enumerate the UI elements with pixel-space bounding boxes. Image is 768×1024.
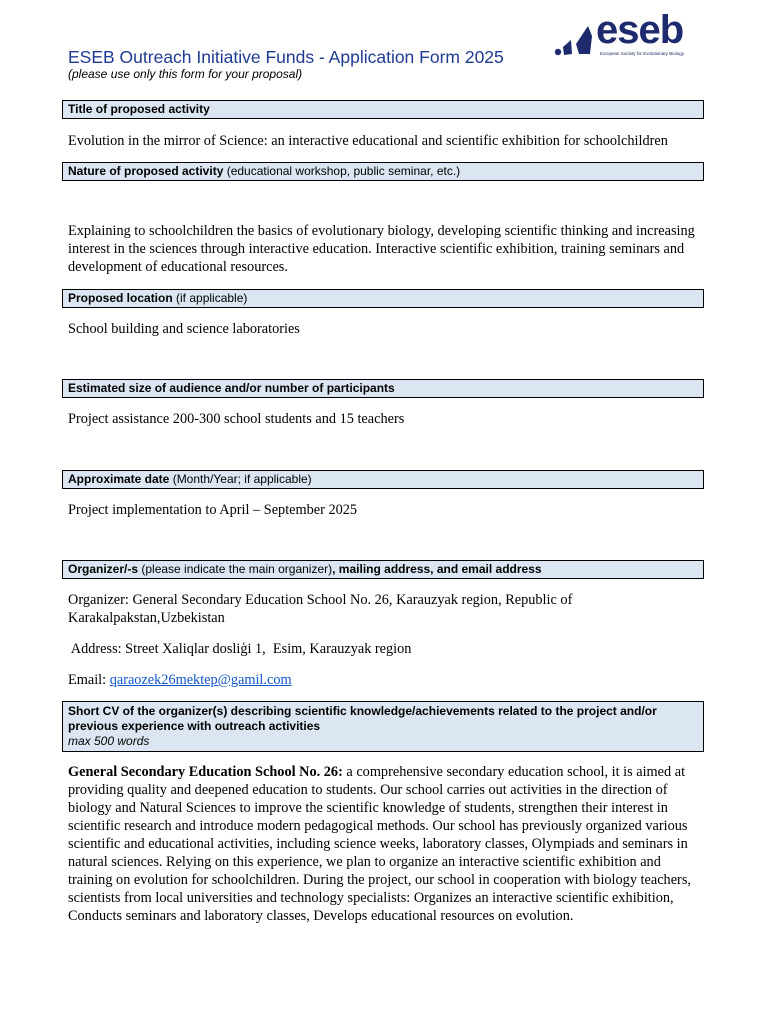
form-title: ESEB Outreach Initiative Funds - Application Form 2025 (68, 47, 504, 67)
section-header-title (62, 100, 704, 119)
section-label: Approximate date (68, 472, 170, 486)
audience-value: Project assistance 200-300 school students and 15 teachers (68, 411, 405, 427)
form-subtitle: (please use only this form for your proposal) (68, 67, 303, 81)
section-label-continued: , mailing address, and email address (332, 562, 542, 576)
section-header-audience (62, 379, 704, 398)
address-value: Address: Street Xaliqlar dosliģi 1, Esim, Karauzyak region (68, 641, 412, 657)
eseb-logo-mark-icon (552, 14, 600, 60)
activity-title-value: Evolution in the mirror of Science: an interactive educational and scientific exhibition for schoolchildren (68, 133, 668, 149)
logo-subtext: European Society for Evolutionary Biology (600, 51, 685, 56)
email-link[interactable]: qaraozek26mektep@gamil.com (109, 672, 292, 688)
nature-value: Explaining to schoolchildren the basics of evolutionary biology, developing scientific thinking and increasing interest in the sciences through interactive education. Interactive scientific exhibition, training seminars and development of educational resources. (68, 223, 695, 275)
cv-text: a comprehensive secondary education school, it is aimed at providing quality and deepened education to students. Our school carries out activities in the direction of biology and Natural Sciences to improve the scientific knowledge of students, strengthen their interest in scientific research and introduce modern pedagogical methods. Our school has previously organized various scientific and educational activities, including science weeks, laboratory classes, Olympiads and seminars in natural sciences. Relying on this experience, we plan to organize an interactive scientific exhibition and training on evolution for schoolchildren. During the project, our school in cooperation with biology teachers, scientists from local universities and technology specialists: Organizes an interactive scientific exhibition, Conducts seminars and laboratory classes, Develops educational resources on evolution. (68, 764, 691, 924)
section-hint: max 500 words (68, 734, 150, 748)
section-label: Short CV of the organizer(s) describing scientific knowledge/achievements related to the project and/or previous experience with outreach activities (68, 704, 657, 733)
section-hint: (if applicable) (172, 291, 248, 305)
eseb-logo (552, 8, 702, 60)
date-value: Project implementation to April – September 2025 (68, 502, 358, 518)
email-prefix: Email: (68, 672, 110, 688)
section-label: Nature of proposed activity (68, 164, 224, 178)
section-label: Estimated size of audience and/or number of participants (68, 381, 395, 395)
section-hint: (Month/Year; if applicable) (169, 472, 312, 486)
organizer-value: Organizer: General Secondary Education School No. 26, Karauzyak region, Republic of Karakalpakstan,Uzbekistan (68, 592, 573, 626)
section-label: Title of proposed activity (68, 102, 210, 116)
section-hint: (educational workshop, public seminar, etc.) (223, 164, 461, 178)
section-header-cv (62, 701, 704, 752)
cv-value (68, 763, 704, 925)
section-label: Proposed location (68, 291, 173, 305)
logo-wordmark: eseb (596, 8, 684, 52)
section-header-organizer (62, 560, 704, 579)
section-label: Organizer/-s (68, 562, 139, 576)
section-header-location (62, 289, 704, 308)
location-value: School building and science laboratories (68, 321, 300, 337)
section-hint: (please indicate the main organizer) (138, 562, 333, 576)
cv-bold-lead: General Secondary Education School No. 26: (68, 764, 343, 780)
section-header-nature (62, 162, 704, 181)
section-header-date (62, 470, 704, 489)
email-line (68, 671, 704, 689)
